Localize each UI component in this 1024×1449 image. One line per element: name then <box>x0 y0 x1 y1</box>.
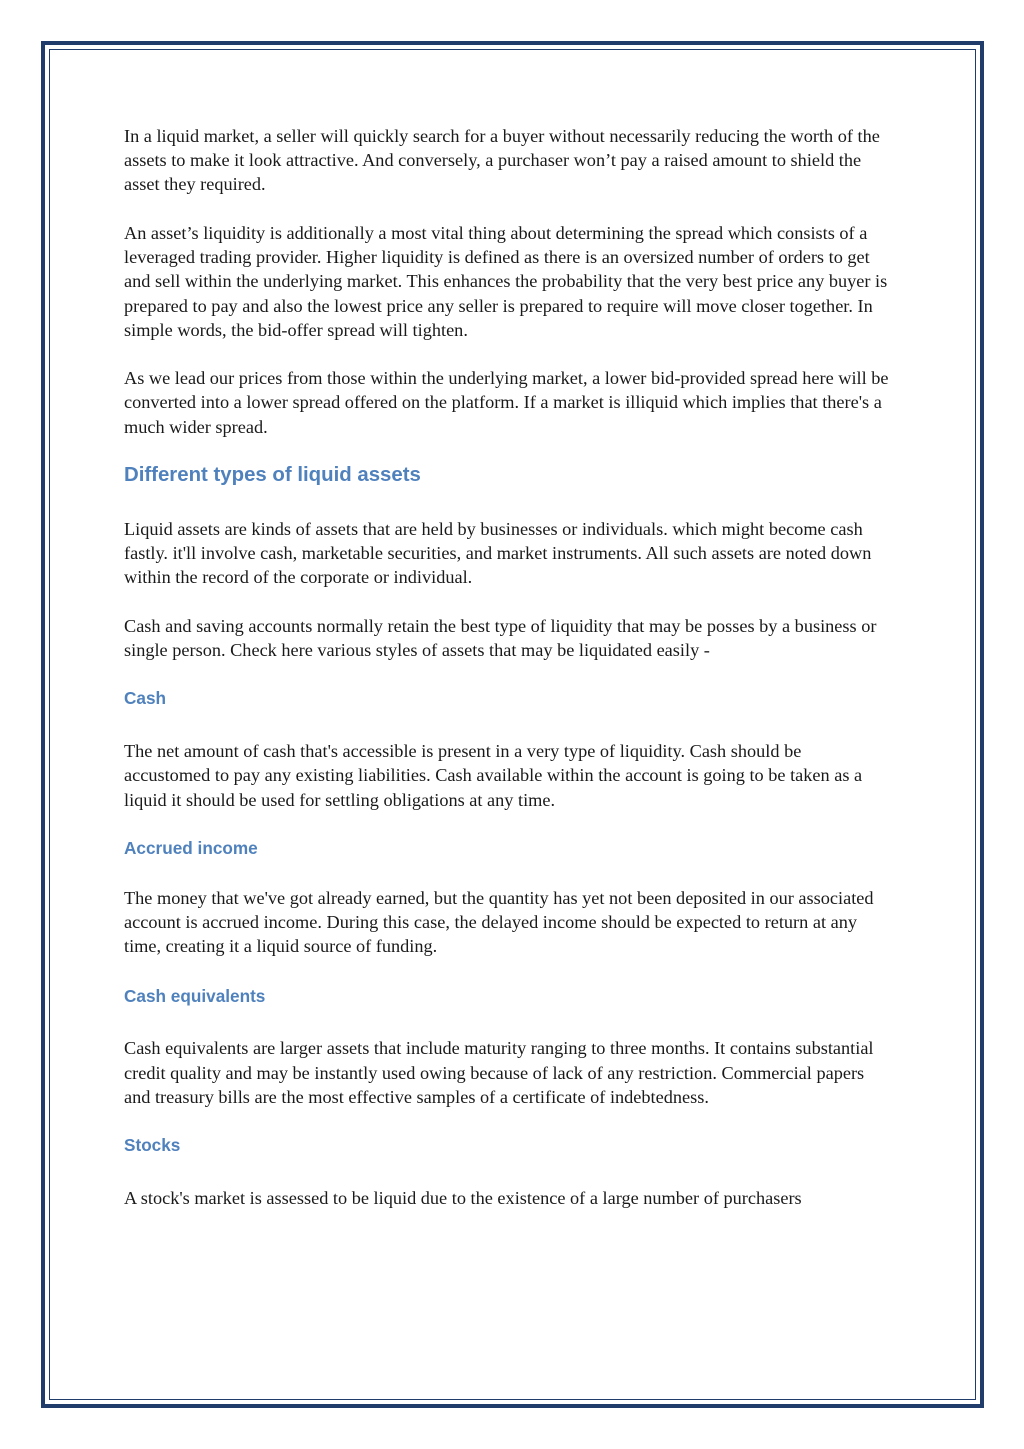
paragraph-cash-saving-accounts: Cash and saving accounts normally retain the best type of liquidity that may be posses by a business or single person. Check here various styles of assets that may be liquidated easily - <box>124 615 877 660</box>
paragraph-stocks: A stock's market is assessed to be liquid due to the existence of a large number of purchasers <box>124 1187 802 1208</box>
paragraph-accrued-income: The money that we've got already earned, but the quantity has yet not been deposited in our associated account is accrued income. During this case, the delayed income should be expected to return at any time, creating it a liquid source of funding. <box>124 887 874 957</box>
paragraph-cash: The net amount of cash that's accessible is present in a very type of liquidity. Cash should be accustomed to pay any existing liabilities. Cash available within the account is going to be taken as a liquid it should be used for settling obligations at any time. <box>124 741 863 810</box>
document-body <box>124 124 892 1210</box>
paragraph-bid-spread: As we lead our prices from those within the underlying market, a lower bid-provided spread here will be converted into a lower spread offered on the platform. If a market is illiquid which implies that there's a much wider spread. <box>124 368 889 437</box>
subheading-cash-equivalents: Cash equivalents <box>124 986 266 1007</box>
paragraph-cash-equivalents: Cash equivalents are larger assets that include maturity ranging to three months. It contains substantial credit quality and may be instantly used owing because of lack of any restriction. Commercial papers and treasury bills are the most effective samples of a certificate of indebtedness. <box>124 1038 874 1107</box>
subheading-cash: Cash <box>124 688 167 709</box>
paragraph-liquid-market: In a liquid market, a seller will quickly search for a buyer without necessarily reducing the worth of the assets to make it look attractive. And conversely, a purchaser won’t pay a raised amount to shield the asset they required. <box>124 126 880 195</box>
paragraph-liquid-assets-definition: Liquid assets are kinds of assets that are held by businesses or individuals. which might become cash fastly. it'll involve cash, marketable securities, and market instruments. All such assets are noted down within the record of the corporate or individual. <box>124 518 872 588</box>
paragraph-asset-liquidity: An asset’s liquidity is additionally a most vital thing about determining the spread which consists of a leveraged trading provider. Higher liquidity is defined as there is an oversized number of orders to get and sell within the underlying market. This enhances the probability that the very best price any buyer is prepared to pay and also the lowest price any seller is prepared to require will move closer together. In simple words, the bid-offer spread will tighten. <box>124 222 888 340</box>
subheading-accrued-income: Accrued income <box>124 837 258 858</box>
section-heading-liquid-assets: Different types of liquid assets <box>124 463 421 486</box>
subheading-stocks: Stocks <box>124 1134 181 1155</box>
